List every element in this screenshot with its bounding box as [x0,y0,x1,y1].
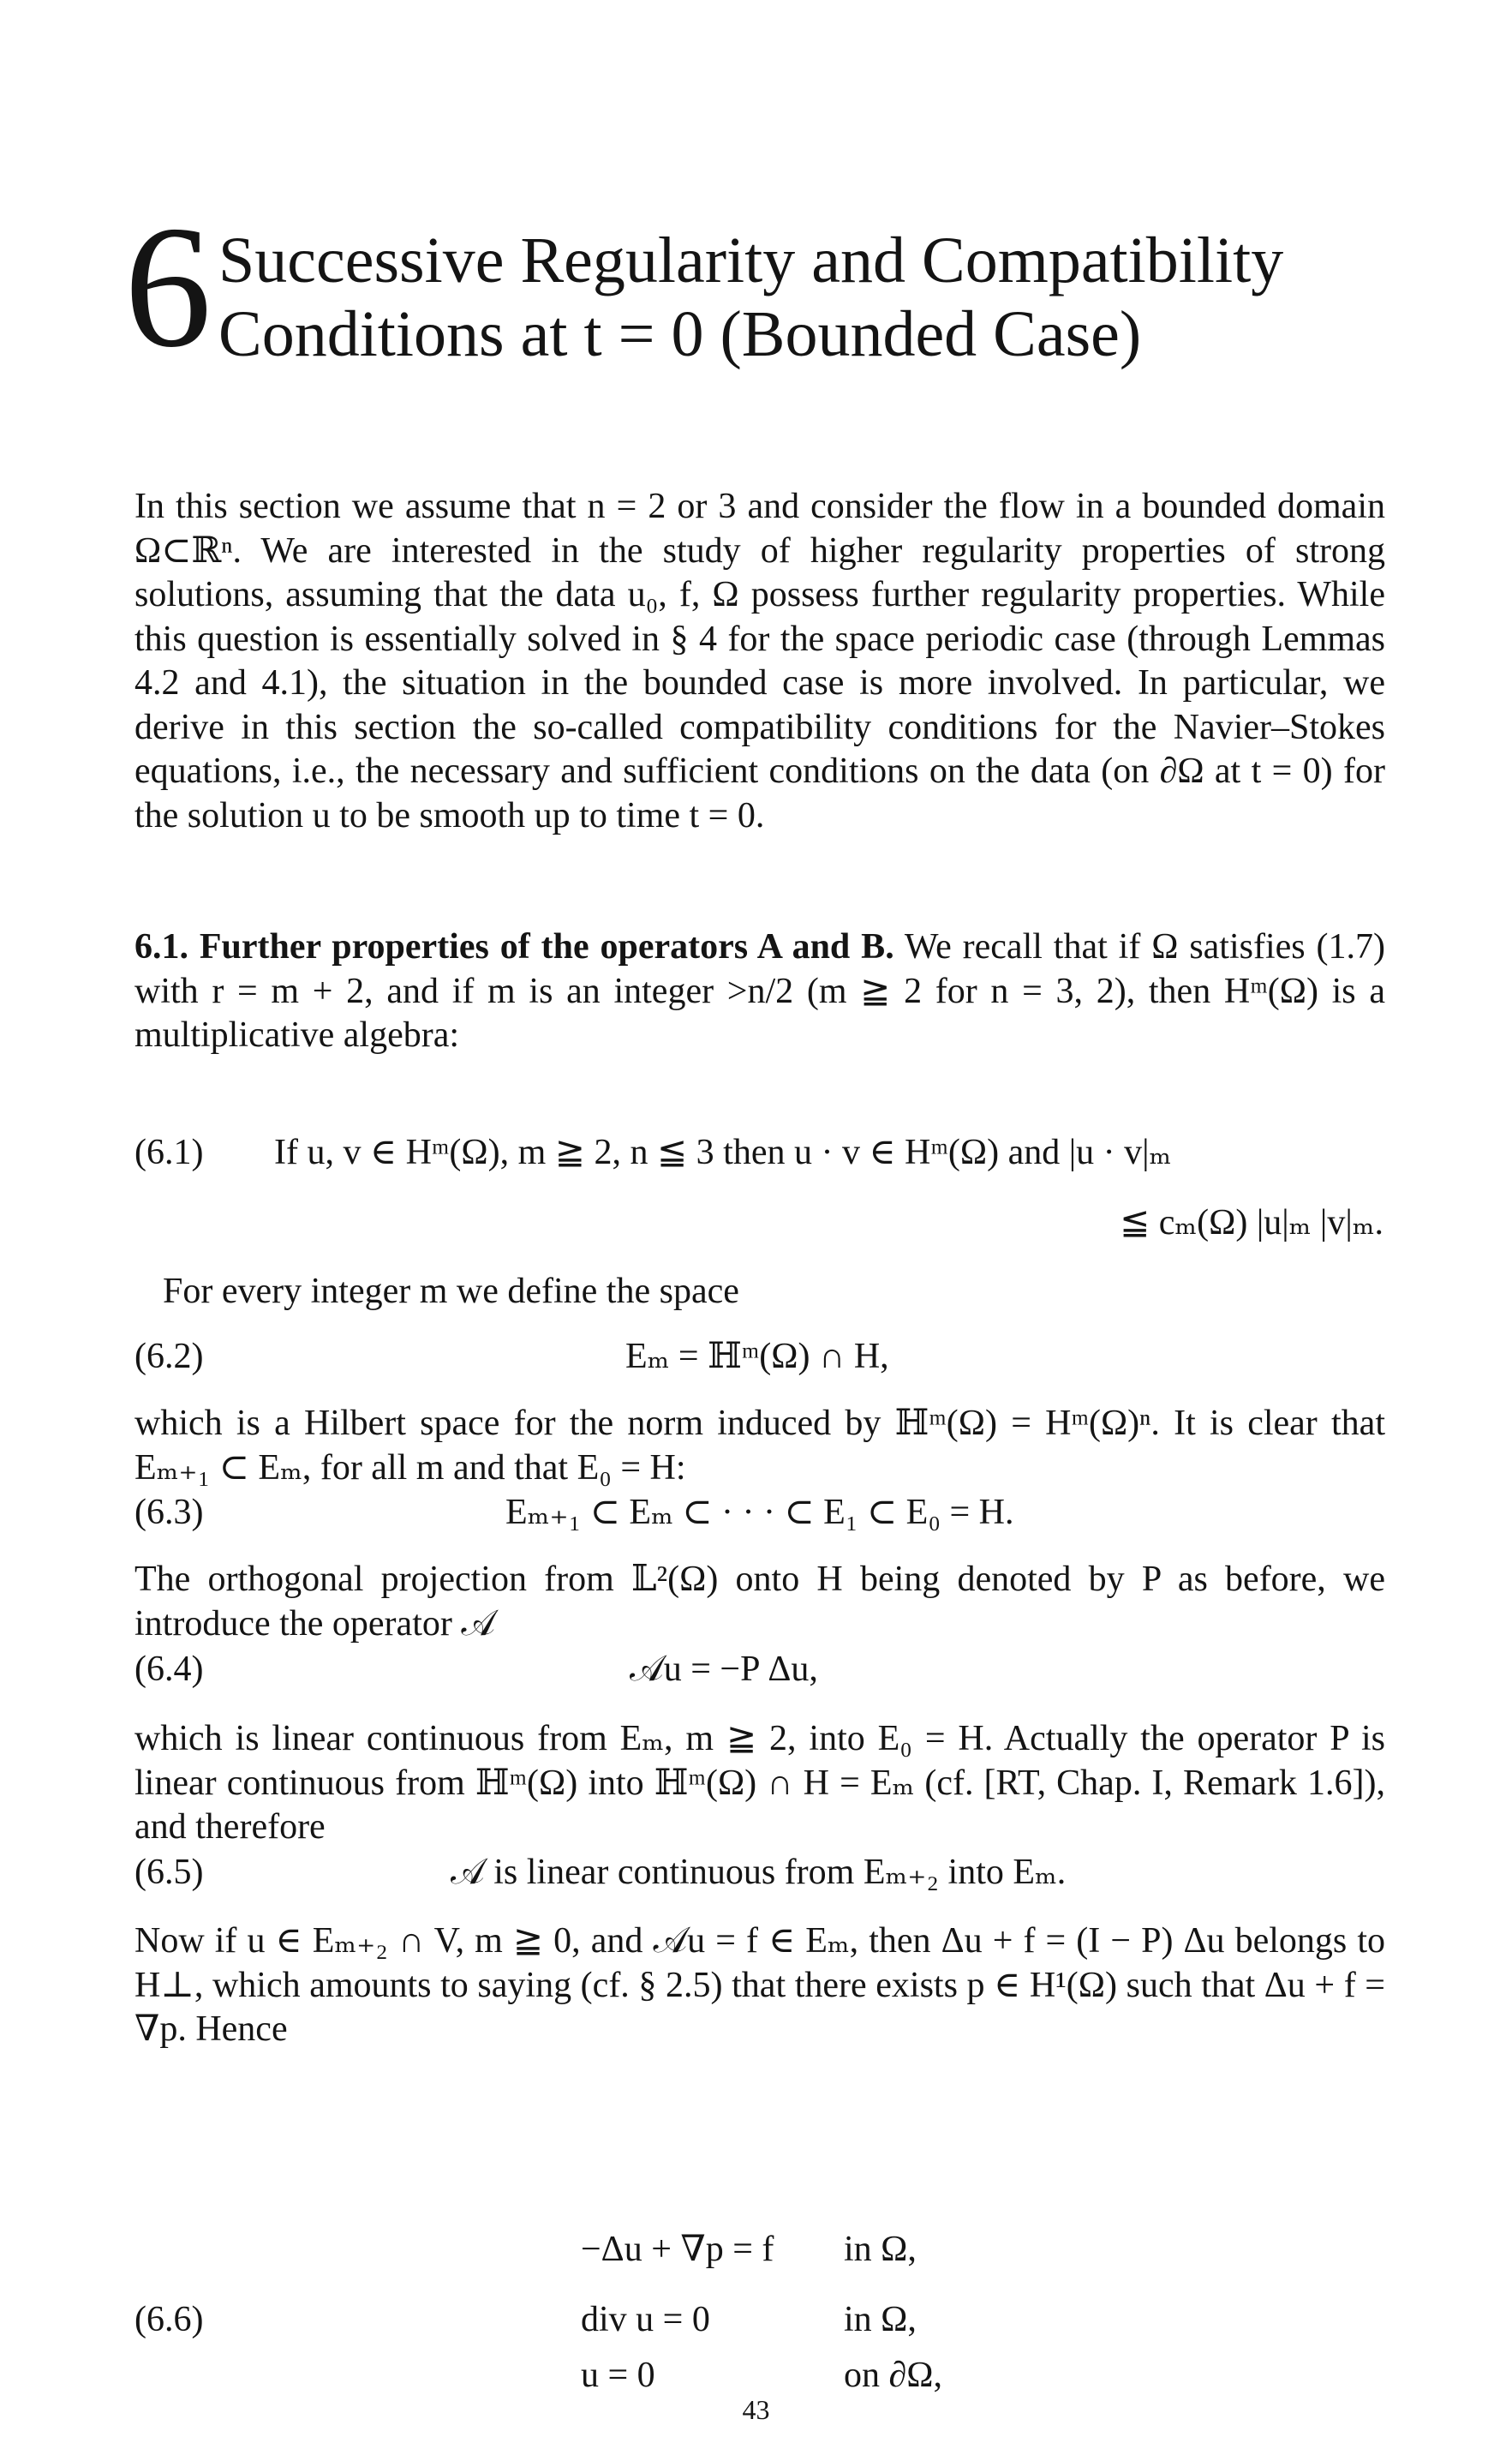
equation-6-6-row-2-rhs: in Ω, [844,2300,917,2339]
equation-6-3: Eₘ₊₁ ⊂ Eₘ ⊂ · · · ⊂ E₁ ⊂ E₀ = H. [505,1493,1014,1532]
section-heading: 6.1. Further properties of the operators A and B. [134,927,894,967]
equation-6-6-row-1-lhs: −Δu + ∇p = f [581,2230,774,2269]
equation-6-2: Eₘ = ℍᵐ(Ω) ∩ H, [625,1337,889,1376]
equation-6-1-line-1: If u, v ∈ Hᵐ(Ω), m ≧ 2, n ≦ 3 then u · v ∈ Hᵐ(Ω) and |u · v|ₘ [274,1133,1172,1172]
section-text: We recall that if Ω satisfies (1.7) with r = m + 2, and if m is an integer >n/2 (m ≧ 2 for n = 3, 2), then Hᵐ(Ω) is a multiplicative algebra: [134,927,1385,1055]
page-number: 43 [742,2394,770,2425]
equation-number-6-3: (6.3) [134,1493,204,1532]
chapter-heading [124,190,1461,384]
equation-6-6-row-3-lhs: u = 0 [581,2356,655,2395]
paragraph-now-if: Now if u ∈ Eₘ₊₂ ∩ V, m ≧ 0, and 𝒜u = f ∈ Eₘ, then Δu + f = (I − P) Δu belongs to H⊥, which amounts to saying (cf. § 2.5) that there exists p ∈ H¹(Ω) such that Δu + f = ∇p. Hence [134,1921,1385,2049]
equation-number-6-1: (6.1) [134,1133,204,1172]
equation-6-6-row-3-rhs: on ∂Ω, [844,2356,942,2395]
intro-paragraph: In this section we assume that n = 2 or 3 and consider the flow in a bounded domain Ω⊂ℝⁿ. We are interested in the study of higher regularity properties of strong solutions, assuming that the data u₀, f, Ω possess further regularity properties. While this question is essentially solved in § 4 for the space periodic case (through Lemmas 4.2 and 4.1), the situation in the bounded case is more involved. In particular, we derive in this section the so-called compatibility conditions for the Navier–Stokes equations, i.e., the necessary and sufficient conditions on the data (on ∂Ω at t = 0) for the solution u to be smooth up to time t = 0. [134,487,1385,835]
paragraph-linear-continuous: which is linear continuous from Eₘ, m ≧ 2, into E₀ = H. Actually the operator P is linear continuous from ℍᵐ(Ω) into ℍᵐ(Ω) ∩ H = Eₘ (cf. [RT, Chap. I, Remark 1.6]), and therefore [134,1719,1385,1847]
equation-6-4: 𝒜u = −P Δu, [630,1650,818,1689]
chapter-number: 6 [124,190,212,384]
paragraph-projection: The orthogonal projection from 𝕃²(Ω) onto H being denoted by P as before, we introduce the operator 𝒜 [134,1560,1385,1644]
chapter-title-line-2: Conditions at t = 0 (Bounded Case) [218,298,1142,370]
equation-number-6-2: (6.2) [134,1337,204,1376]
paragraph-hilbert-space: which is a Hilbert space for the norm induced by ℍᵐ(Ω) = Hᵐ(Ω)ⁿ. It is clear that Eₘ₊₁ ⊂ Eₘ, for all m and that E₀ = H: [134,1404,1385,1488]
section-6-1-paragraph [134,925,1385,1058]
equation-number-6-6: (6.6) [134,2300,204,2339]
equation-number-6-4: (6.4) [134,1650,204,1689]
equation-6-5: 𝒜 is linear continuous from Eₘ₊₂ into Eₘ. [451,1853,1067,1892]
equation-6-1-line-2: ≦ cₘ(Ω) |u|ₘ |v|ₘ. [1120,1203,1384,1242]
equation-number-6-5: (6.5) [134,1853,204,1892]
chapter-title-line-1: Successive Regularity and Compatibility [218,225,1284,296]
equation-6-6-row-2-lhs: div u = 0 [581,2300,710,2339]
equation-6-6-row-1-rhs: in Ω, [844,2230,917,2269]
chapter-title [218,224,1283,371]
paragraph-define-space: For every integer m we define the space [163,1272,739,1311]
